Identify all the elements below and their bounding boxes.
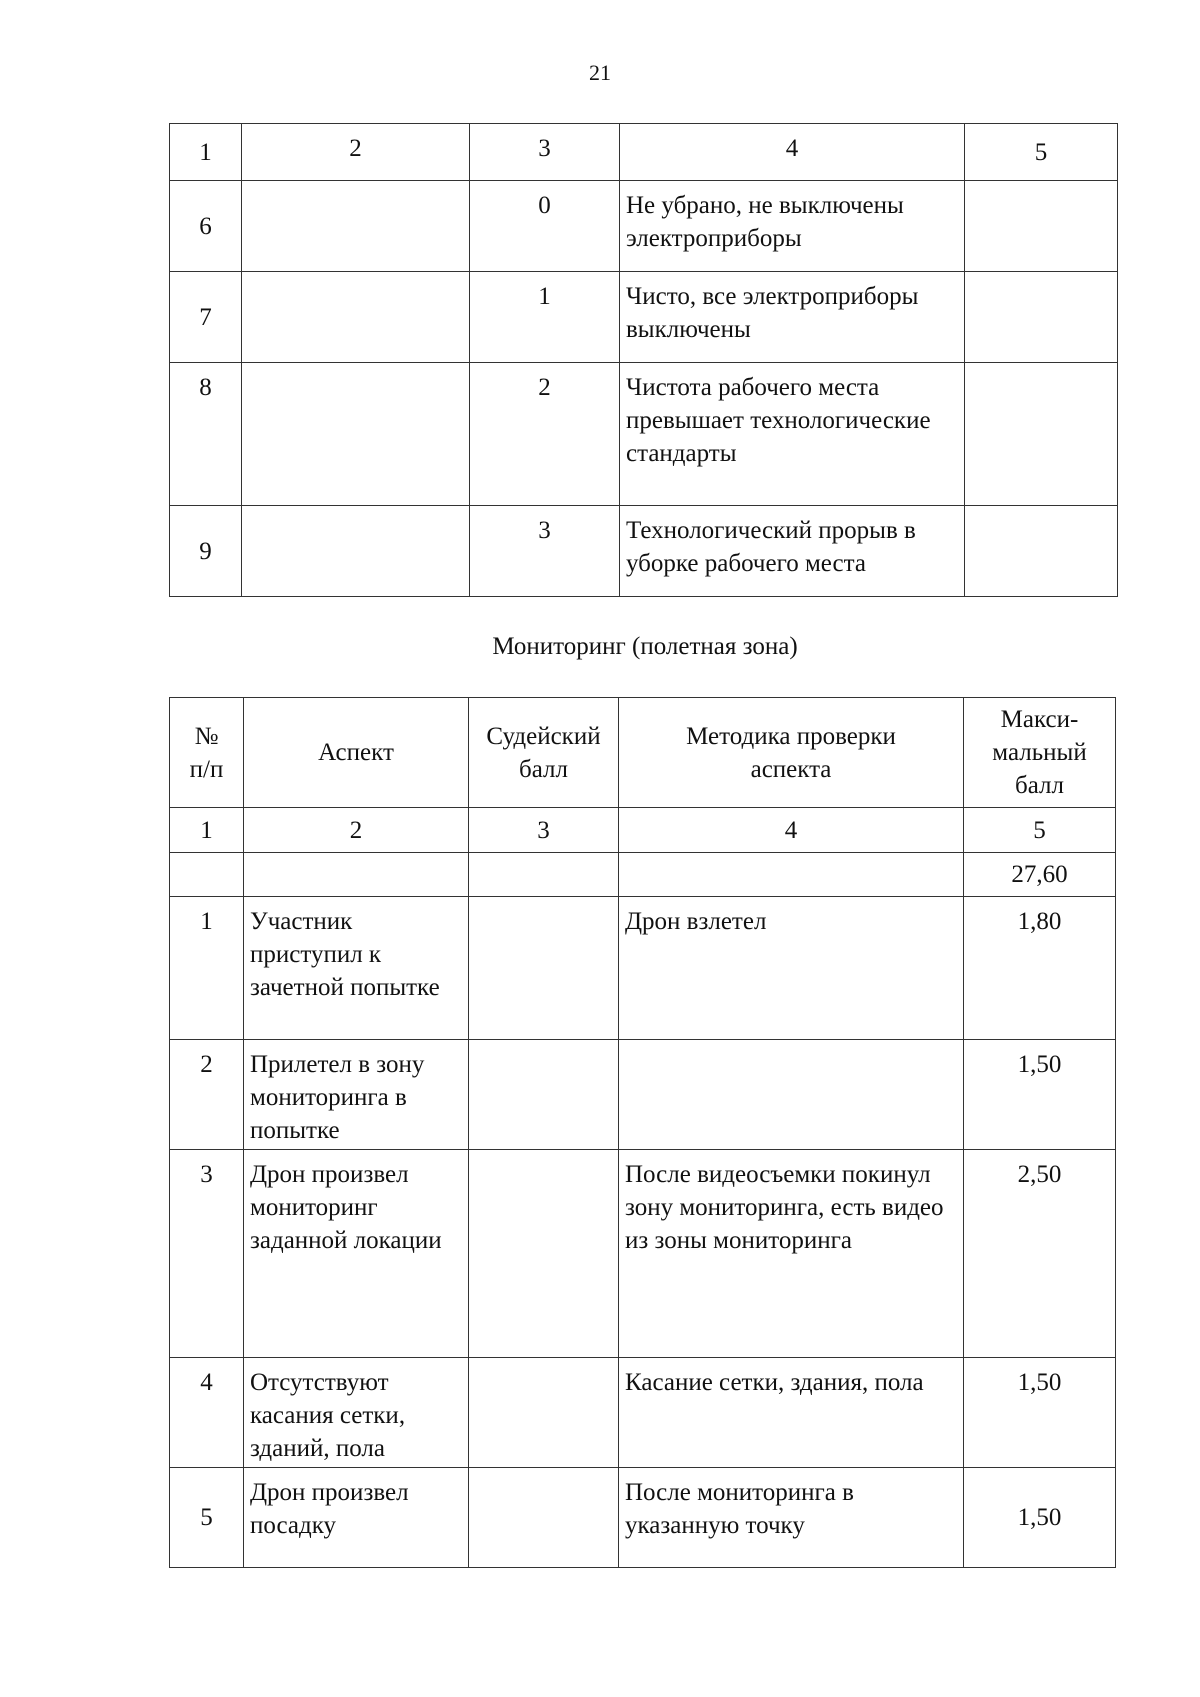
header-max-score: Макси-мальный балл (964, 698, 1116, 808)
column-index-5: 5 (964, 808, 1116, 853)
aspect-cell: Участник приступил к зачетной попытке (244, 897, 469, 1040)
max-score-cell: 1,50 (964, 1040, 1116, 1150)
table-row (170, 181, 1118, 272)
judge-score-cell (469, 1468, 619, 1568)
max-cell (965, 181, 1118, 272)
judge-score-cell (469, 1150, 619, 1358)
table-row (170, 1358, 1116, 1468)
row-number: 1 (170, 897, 244, 1040)
row-number: 7 (170, 272, 242, 363)
table-row (170, 272, 1118, 363)
section-title: Мониторинг (полетная зона) (492, 633, 798, 660)
aspect-cell: Отсутствуют касания сетки, зданий, пола (244, 1358, 469, 1468)
empty-cell (469, 853, 619, 897)
header-method: Методика проверки аспекта (619, 698, 964, 808)
header-number: № п/п (170, 698, 244, 808)
max-cell (965, 506, 1118, 597)
table-row (170, 1040, 1116, 1150)
row-number: 8 (170, 363, 242, 506)
empty-cell (244, 853, 469, 897)
row-number: 4 (170, 1358, 244, 1468)
table-row (170, 1150, 1116, 1358)
judge-score-cell (469, 1040, 619, 1150)
empty-cell (619, 853, 964, 897)
description-cell: Чисто, все электроприборы выключены (620, 272, 965, 363)
aspect-cell (242, 272, 470, 363)
column-index-4: 4 (620, 124, 965, 181)
method-cell: После видеосъемки покинул зону мониторинга, есть видео из зоны мониторинга (619, 1150, 964, 1358)
table-header-row (170, 698, 1116, 808)
monitoring-table (169, 697, 1116, 1568)
column-index-1: 1 (170, 124, 242, 181)
criteria-table-continued (169, 123, 1118, 597)
table-header-row (170, 124, 1118, 181)
description-cell: Не убрано, не выключены электроприборы (620, 181, 965, 272)
method-cell (619, 1040, 964, 1150)
table-row (170, 897, 1116, 1040)
aspect-cell: Дрон произвел мониторинг заданной локации (244, 1150, 469, 1358)
description-cell: Технологический прорыв в уборке рабочего места (620, 506, 965, 597)
row-number: 5 (170, 1468, 244, 1568)
page-number: 21 (589, 60, 611, 85)
judge-score-cell (469, 1358, 619, 1468)
column-index-2: 2 (242, 124, 470, 181)
max-score-cell: 2,50 (964, 1150, 1116, 1358)
score-cell: 0 (470, 181, 620, 272)
table-row (170, 506, 1118, 597)
score-cell: 1 (470, 272, 620, 363)
row-number: 6 (170, 181, 242, 272)
total-row (170, 853, 1116, 897)
method-cell: Касание сетки, здания, пола (619, 1358, 964, 1468)
column-index-1: 1 (170, 808, 244, 853)
column-index-3: 3 (470, 124, 620, 181)
row-number: 9 (170, 506, 242, 597)
aspect-cell: Прилетел в зону мониторинга в попытке (244, 1040, 469, 1150)
column-index-2: 2 (244, 808, 469, 853)
max-cell (965, 272, 1118, 363)
aspect-cell: Дрон произвел посадку (244, 1468, 469, 1568)
aspect-cell (242, 181, 470, 272)
method-cell: После мониторинга в указанную точку (619, 1468, 964, 1568)
table-row (170, 363, 1118, 506)
header-aspect: Аспект (244, 698, 469, 808)
table-row (170, 1468, 1116, 1568)
method-cell: Дрон взлетел (619, 897, 964, 1040)
max-score-cell: 1,50 (964, 1358, 1116, 1468)
column-index-row (170, 808, 1116, 853)
max-cell (965, 363, 1118, 506)
header-judge-score: Судейский балл (469, 698, 619, 808)
judge-score-cell (469, 897, 619, 1040)
row-number: 2 (170, 1040, 244, 1150)
row-number: 3 (170, 1150, 244, 1358)
score-cell: 3 (470, 506, 620, 597)
empty-cell (170, 853, 244, 897)
description-cell: Чистота рабочего места превышает технологические стандарты (620, 363, 965, 506)
score-cell: 2 (470, 363, 620, 506)
max-score-cell: 1,80 (964, 897, 1116, 1040)
column-index-5: 5 (965, 124, 1118, 181)
aspect-cell (242, 363, 470, 506)
column-index-4: 4 (619, 808, 964, 853)
total-max-score: 27,60 (964, 853, 1116, 897)
max-score-cell: 1,50 (964, 1468, 1116, 1568)
column-index-3: 3 (469, 808, 619, 853)
aspect-cell (242, 506, 470, 597)
